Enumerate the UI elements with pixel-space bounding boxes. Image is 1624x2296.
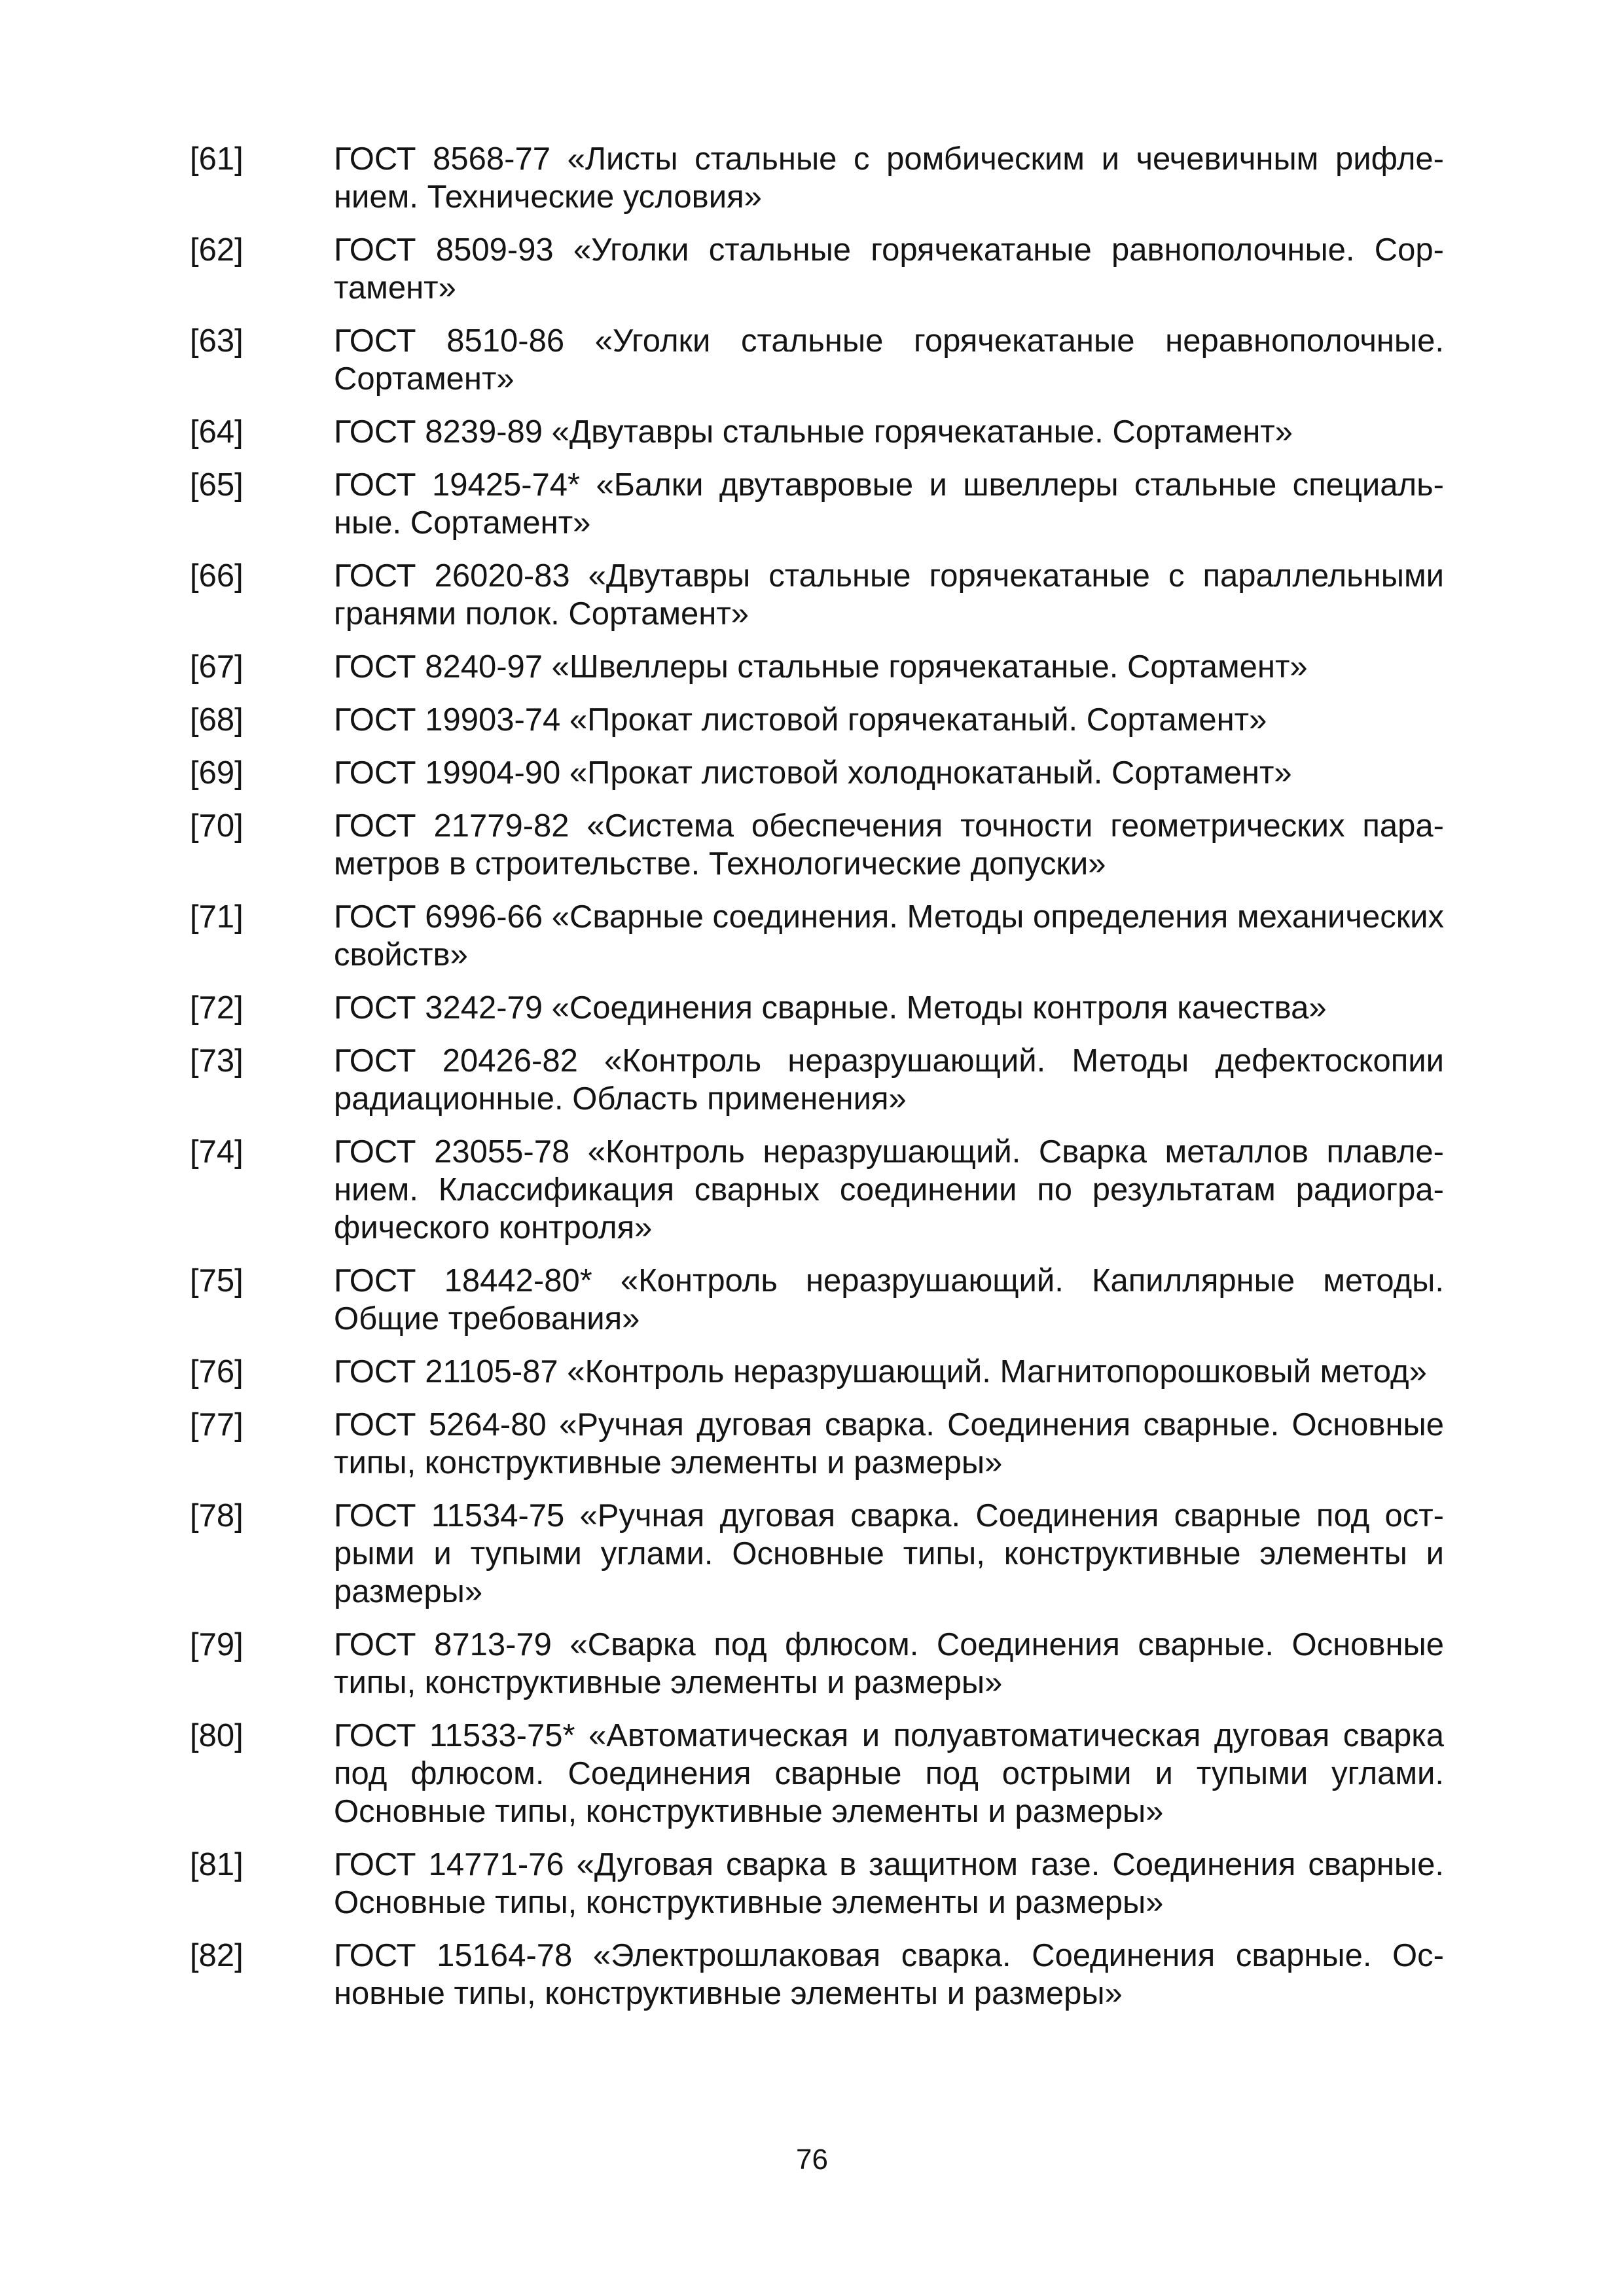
reference-item — [190, 754, 1444, 792]
reference-number: [71] — [190, 899, 244, 935]
reference-list — [190, 140, 1444, 2028]
reference-item — [190, 557, 1444, 633]
reference-number: [78] — [190, 1498, 244, 1534]
reference-item — [190, 1846, 1444, 1922]
reference-text: ГОСТ 19903-74 «Прокат листовой горячекатаный. Сортамент» — [334, 702, 1267, 738]
reference-text: ГОСТ 8240-97 «Швеллеры стальные горячекатаные. Сортамент» — [334, 649, 1308, 685]
reference-text: ГОСТ 15164-78 «Электрошлаковая сварка. Соединения сварные. Основные типы, конструктивные элементы и размеры» — [334, 1938, 1444, 2011]
reference-text: ГОСТ 19425-74* «Балки двутавровые и швеллеры стальные специальные. Сортамент» — [334, 467, 1444, 541]
reference-text: ГОСТ 8568-77 «Листы стальные с ромбическим и чечевичным рифлением. Технические условия» — [334, 141, 1444, 215]
reference-number: [69] — [190, 755, 244, 791]
reference-item — [190, 140, 1444, 216]
reference-number: [79] — [190, 1627, 244, 1662]
reference-number: [66] — [190, 558, 244, 594]
reference-item — [190, 648, 1444, 686]
reference-number: [75] — [190, 1263, 244, 1299]
reference-number: [64] — [190, 414, 244, 450]
reference-text: ГОСТ 18442-80* «Контроль неразрушающий. Капиллярные методы. Общие требования» — [334, 1263, 1444, 1336]
reference-text: ГОСТ 5264-80 «Ручная дуговая сварка. Соединения сварные. Основные типы, конструктивные элементы и размеры» — [334, 1407, 1444, 1480]
reference-text: ГОСТ 11533-75* «Автоматическая и полуавтоматическая дуговая сварка под флюсом. Соединения сварные под острыми и тупыми углами. Основные типы, конструктивные элементы и размеры» — [334, 1718, 1444, 1829]
reference-number: [72] — [190, 990, 244, 1026]
reference-item — [190, 1353, 1444, 1391]
reference-number: [61] — [190, 141, 244, 177]
reference-text: ГОСТ 11534-75 «Ручная дуговая сварка. Соединения сварные под острыми и тупыми углами. Основные типы, конструктивные элементы и размеры» — [334, 1498, 1444, 1609]
reference-number: [67] — [190, 649, 244, 685]
reference-text: ГОСТ 8713-79 «Сварка под флюсом. Соединения сварные. Основные типы, конструктивные элементы и размеры» — [334, 1627, 1444, 1700]
reference-item — [190, 231, 1444, 307]
reference-item — [190, 1937, 1444, 2013]
reference-text: ГОСТ 6996-66 «Сварные соединения. Методы определения механических свойств» — [334, 899, 1444, 973]
reference-number: [62] — [190, 232, 244, 268]
reference-number: [63] — [190, 323, 244, 359]
reference-item — [190, 807, 1444, 883]
reference-text: ГОСТ 19904-90 «Прокат листовой холоднокатаный. Сортамент» — [334, 755, 1292, 791]
reference-text: ГОСТ 8509-93 «Уголки стальные горячекатаные равнополочные. Сортамент» — [334, 232, 1444, 306]
reference-number: [80] — [190, 1718, 244, 1753]
reference-item — [190, 1133, 1444, 1247]
reference-text: ГОСТ 14771-76 «Дуговая сварка в защитном газе. Соединения сварные. Основные типы, конструктивные элементы и размеры» — [334, 1847, 1444, 1920]
reference-item — [190, 413, 1444, 451]
reference-item — [190, 466, 1444, 542]
reference-text: ГОСТ 3242-79 «Соединения сварные. Методы контроля качества» — [334, 990, 1327, 1026]
reference-number: [82] — [190, 1938, 244, 1973]
reference-item — [190, 1262, 1444, 1338]
reference-text: ГОСТ 26020-83 «Двутавры стальные горячекатаные с параллельными гранями полок. Сортамент» — [334, 558, 1444, 632]
reference-text: ГОСТ 20426-82 «Контроль неразрушающий. Методы дефектоскопии радиационные. Область применения» — [334, 1043, 1444, 1117]
reference-item — [190, 1497, 1444, 1611]
reference-item — [190, 898, 1444, 974]
page-number: 76 — [796, 2144, 828, 2176]
reference-item — [190, 1626, 1444, 1702]
reference-number: [77] — [190, 1407, 244, 1443]
reference-item — [190, 322, 1444, 398]
reference-item — [190, 1406, 1444, 1482]
reference-text: ГОСТ 21779-82 «Система обеспечения точности геометрических параметров в строительстве. Технологические допуски» — [334, 808, 1444, 882]
reference-number: [76] — [190, 1354, 244, 1390]
reference-number: [73] — [190, 1043, 244, 1079]
reference-text: ГОСТ 23055-78 «Контроль неразрушающий. Сварка металлов плавлением. Классификация сварных соединении по результатам радиографического контроля» — [334, 1134, 1444, 1246]
reference-number: [70] — [190, 808, 244, 844]
reference-item — [190, 1717, 1444, 1831]
reference-item — [190, 989, 1444, 1027]
reference-text: ГОСТ 8239-89 «Двутавры стальные горячекатаные. Сортамент» — [334, 414, 1293, 450]
reference-number: [74] — [190, 1134, 244, 1170]
reference-number: [81] — [190, 1847, 244, 1882]
reference-item — [190, 1042, 1444, 1118]
reference-number: [65] — [190, 467, 244, 503]
reference-text: ГОСТ 21105-87 «Контроль неразрушающий. Магнитопорошковый метод» — [334, 1354, 1427, 1390]
reference-text: ГОСТ 8510-86 «Уголки стальные горячекатаные неравнополочные. Сортамент» — [334, 323, 1444, 397]
reference-item — [190, 701, 1444, 739]
reference-number: [68] — [190, 702, 244, 738]
